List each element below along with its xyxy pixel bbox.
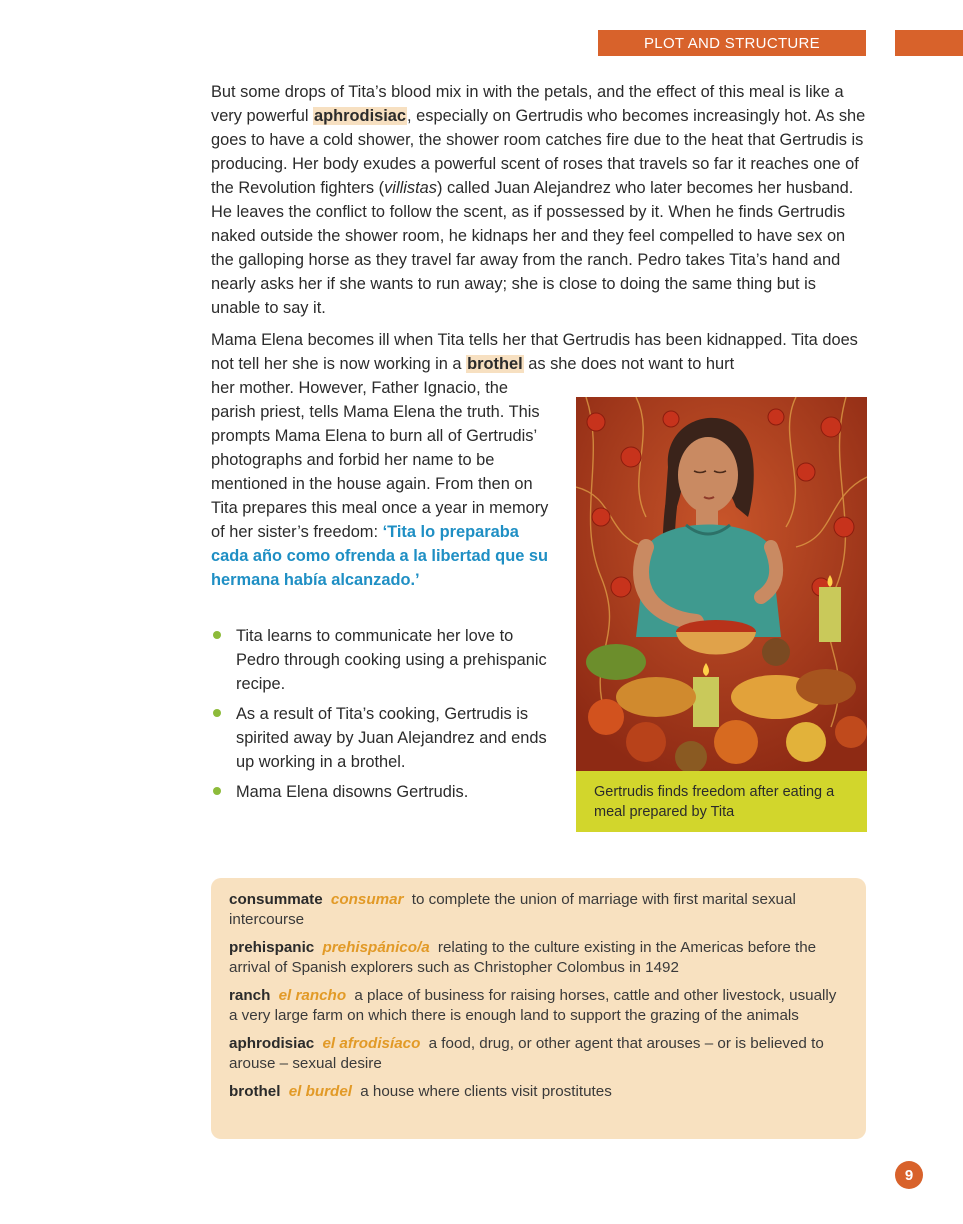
- glossary-term: ranch: [229, 987, 271, 1004]
- image-caption: [576, 771, 867, 832]
- glossary-definition: relating to the culture existing in the Americas before the arrival of Spanish explorers such as Christopher Colombus in 1492: [229, 939, 817, 976]
- list-item: [211, 780, 556, 804]
- list-item: [211, 702, 556, 774]
- summary-bullet-list: [211, 624, 556, 810]
- glossary-definition: a food, drug, or other agent that arouses – or is believed to arouse – sexual desire: [229, 1035, 824, 1072]
- glossary-entry: [229, 938, 848, 978]
- glossary-entry: [229, 890, 848, 930]
- illustration-image: [576, 397, 867, 771]
- bullet-icon: [213, 787, 221, 795]
- para2-text-b: as she does not want to hurt: [523, 355, 735, 373]
- glossary-entry: [229, 986, 848, 1026]
- body-paragraph-2-continued: [211, 376, 556, 592]
- bullet-icon: [213, 631, 221, 639]
- bullet-icon: [213, 709, 221, 717]
- keyword-brothel: brothel: [467, 355, 523, 373]
- glossary-term: aphrodisiac: [229, 1035, 315, 1052]
- glossary-definition: a place of business for raising horses, cattle and other livestock, usually a very large farm on which there is enough land to support the grazing of the animals: [229, 987, 837, 1024]
- glossary-definition: to complete the union of marriage with first marital sexual intercourse: [229, 891, 796, 928]
- list-item: [211, 624, 556, 696]
- glossary-definition: a house where clients visit prostitutes: [360, 1083, 612, 1100]
- para1-italic-term: villistas: [384, 179, 437, 197]
- header-tab-decoration: [895, 30, 963, 56]
- spanish-quote: ‘Tita lo preparaba cada año como ofrenda a la libertad que su hermana había alcanzado.’: [211, 523, 549, 589]
- page-number: 9: [904, 1166, 914, 1184]
- para1-text-b: , especially on Gertrudis who becomes increasingly hot. As she goes to have a cold shower, the shower room catches fire due to the heat that Gertrudis is producing. Her body exudes a powerful scent of roses that travels so far it reaches one of the Revolution fighters (: [211, 107, 866, 197]
- glossary-spanish: el burdel: [288, 1083, 352, 1100]
- glossary-box: [211, 878, 866, 1139]
- caption-text: Gertrudis finds freedom after eating a meal prepared by Tita: [594, 784, 835, 820]
- section-header: [598, 30, 866, 56]
- page-number-badge: [895, 1161, 923, 1189]
- glossary-term: prehispanic: [229, 939, 315, 956]
- para2-text-a: Mama Elena becomes ill when Tita tells her that Gertrudis has been kidnapped. Tita does not tell her she is now working in a: [211, 331, 858, 373]
- glossary-spanish: prehispánico/a: [322, 939, 430, 956]
- glossary-term: consummate: [229, 891, 323, 908]
- glossary-entry: [229, 1034, 848, 1074]
- bullet-text: Mama Elena disowns Gertrudis.: [236, 783, 469, 801]
- glossary-term: brothel: [229, 1083, 281, 1100]
- bullet-text: As a result of Tita’s cooking, Gertrudis is spirited away by Juan Alejandrez and ends up working in a brothel.: [236, 705, 547, 771]
- glossary-spanish: consumar: [330, 891, 404, 908]
- keyword-aphrodisiac: aphrodisiac: [314, 107, 407, 125]
- para2-continued-text: her mother. However, Father Ignacio, the parish priest, tells Mama Elena the truth. This prompts Mama Elena to burn all of Gertrudis’ photographs and forbid her name to be mentioned in the house again. From then on Tita prepares this meal once a year in memory of her sister’s freedom:: [211, 379, 549, 541]
- bullet-text: Tita learns to communicate her love to Pedro through cooking using a prehispanic recipe.: [236, 627, 547, 693]
- illustration-woman-cooking: [576, 397, 867, 771]
- section-title: PLOT AND STRUCTURE: [644, 34, 820, 52]
- glossary-spanish: el rancho: [278, 987, 347, 1004]
- body-paragraph-1: [211, 80, 867, 320]
- para1-text-c: ) called Juan Alejandrez who later becomes her husband. He leaves the conflict to follow the scent, as if possessed by it. When he finds Gertrudis naked outside the shower room, he kidnaps her and they feel compelled to have sex on the galloping horse as they travel far away from the ranch. Pedro takes Tita’s hand and nearly asks her if she wants to run away; she is close to doing the same thing but is unable to say it.: [211, 179, 854, 317]
- para1-text-a: But some drops of Tita’s blood mix in with the petals, and the effect of this meal is like a very powerful: [211, 83, 844, 125]
- glossary-spanish: el afrodisíaco: [322, 1035, 421, 1052]
- body-paragraph-2: [211, 328, 867, 376]
- glossary-entry: [229, 1082, 848, 1102]
